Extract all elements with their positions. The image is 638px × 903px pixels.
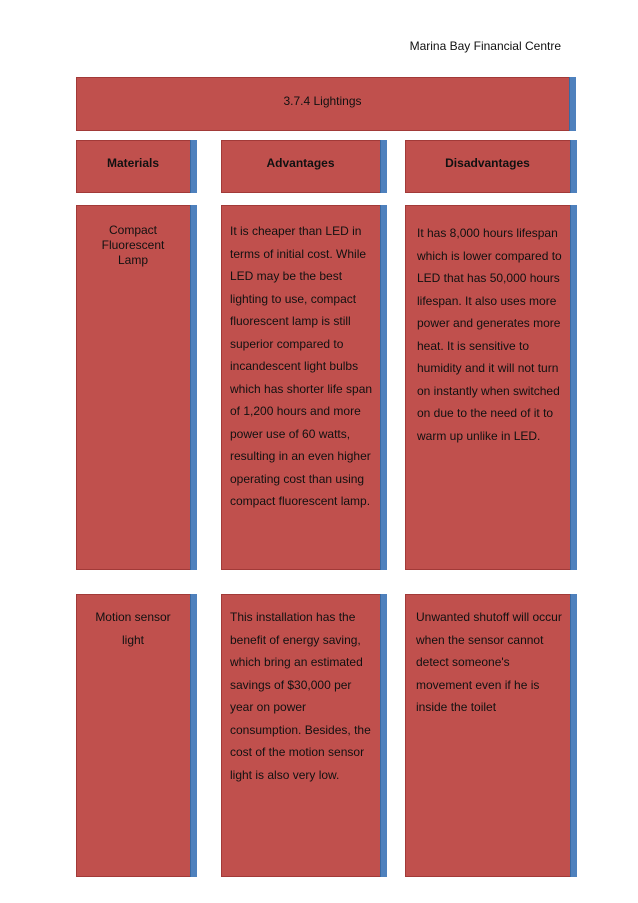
row-1-advantages: It is cheaper than LED in terms of initial cost. While LED may be the best lighting to use, compact fluorescent lamp is still superior compared to incandescent light bulbs which has shorter life span of 1,200 hours and more power use of 60 watts, resulting in an even higher operating cost than using compact fluorescent lamp. [230,224,373,508]
materials-header-box [76,140,197,193]
box-edge [190,205,197,570]
box-edge [380,140,387,193]
row-1-disadvantages-cell [405,205,577,570]
row-1-disadvantages: It has 8,000 hours lifespan which is lower compared to LED that has 50,000 hours lifespan. It also uses more power and generates more heat. It is sensitive to humidity and it will not turn on instantly when switched on due to the need of it to warm up unlike in LED. [417,226,562,443]
row-2-disadvantages: Unwanted shutoff will occur when the sensor cannot detect someone's movement even if he is inside the toilet [416,610,562,714]
box-edge [380,594,387,877]
materials-header: Materials [106,156,160,170]
page-header: Marina Bay Financial Centre [409,39,561,53]
section-title: 3.7.4 Lightings [283,94,362,108]
row-1-advantages-cell [221,205,387,570]
disadvantages-header-box [405,140,577,193]
box-edge [570,594,577,877]
box-edge [569,77,576,131]
row-2-material-cell [76,594,197,877]
row-1-material: Compact Fluorescent Lamp [101,223,165,267]
advantages-header: Advantages [266,156,335,170]
box-edge [380,205,387,570]
row-2-advantages-cell [221,594,387,877]
box-edge [570,140,577,193]
box-edge [190,140,197,193]
box-edge [570,205,577,570]
row-1-material-cell [76,205,197,570]
row-2-material: Motion sensor light [95,610,171,647]
row-2-disadvantages-cell [405,594,577,877]
box-edge [190,594,197,877]
section-title-box [76,77,576,131]
disadvantages-header: Disadvantages [445,156,530,170]
advantages-header-box [221,140,387,193]
row-2-advantages: This installation has the benefit of energy saving, which bring an estimated savings of $30,000 per year on power consumption. Besides, the cost of the motion sensor light is also very low. [230,610,371,782]
